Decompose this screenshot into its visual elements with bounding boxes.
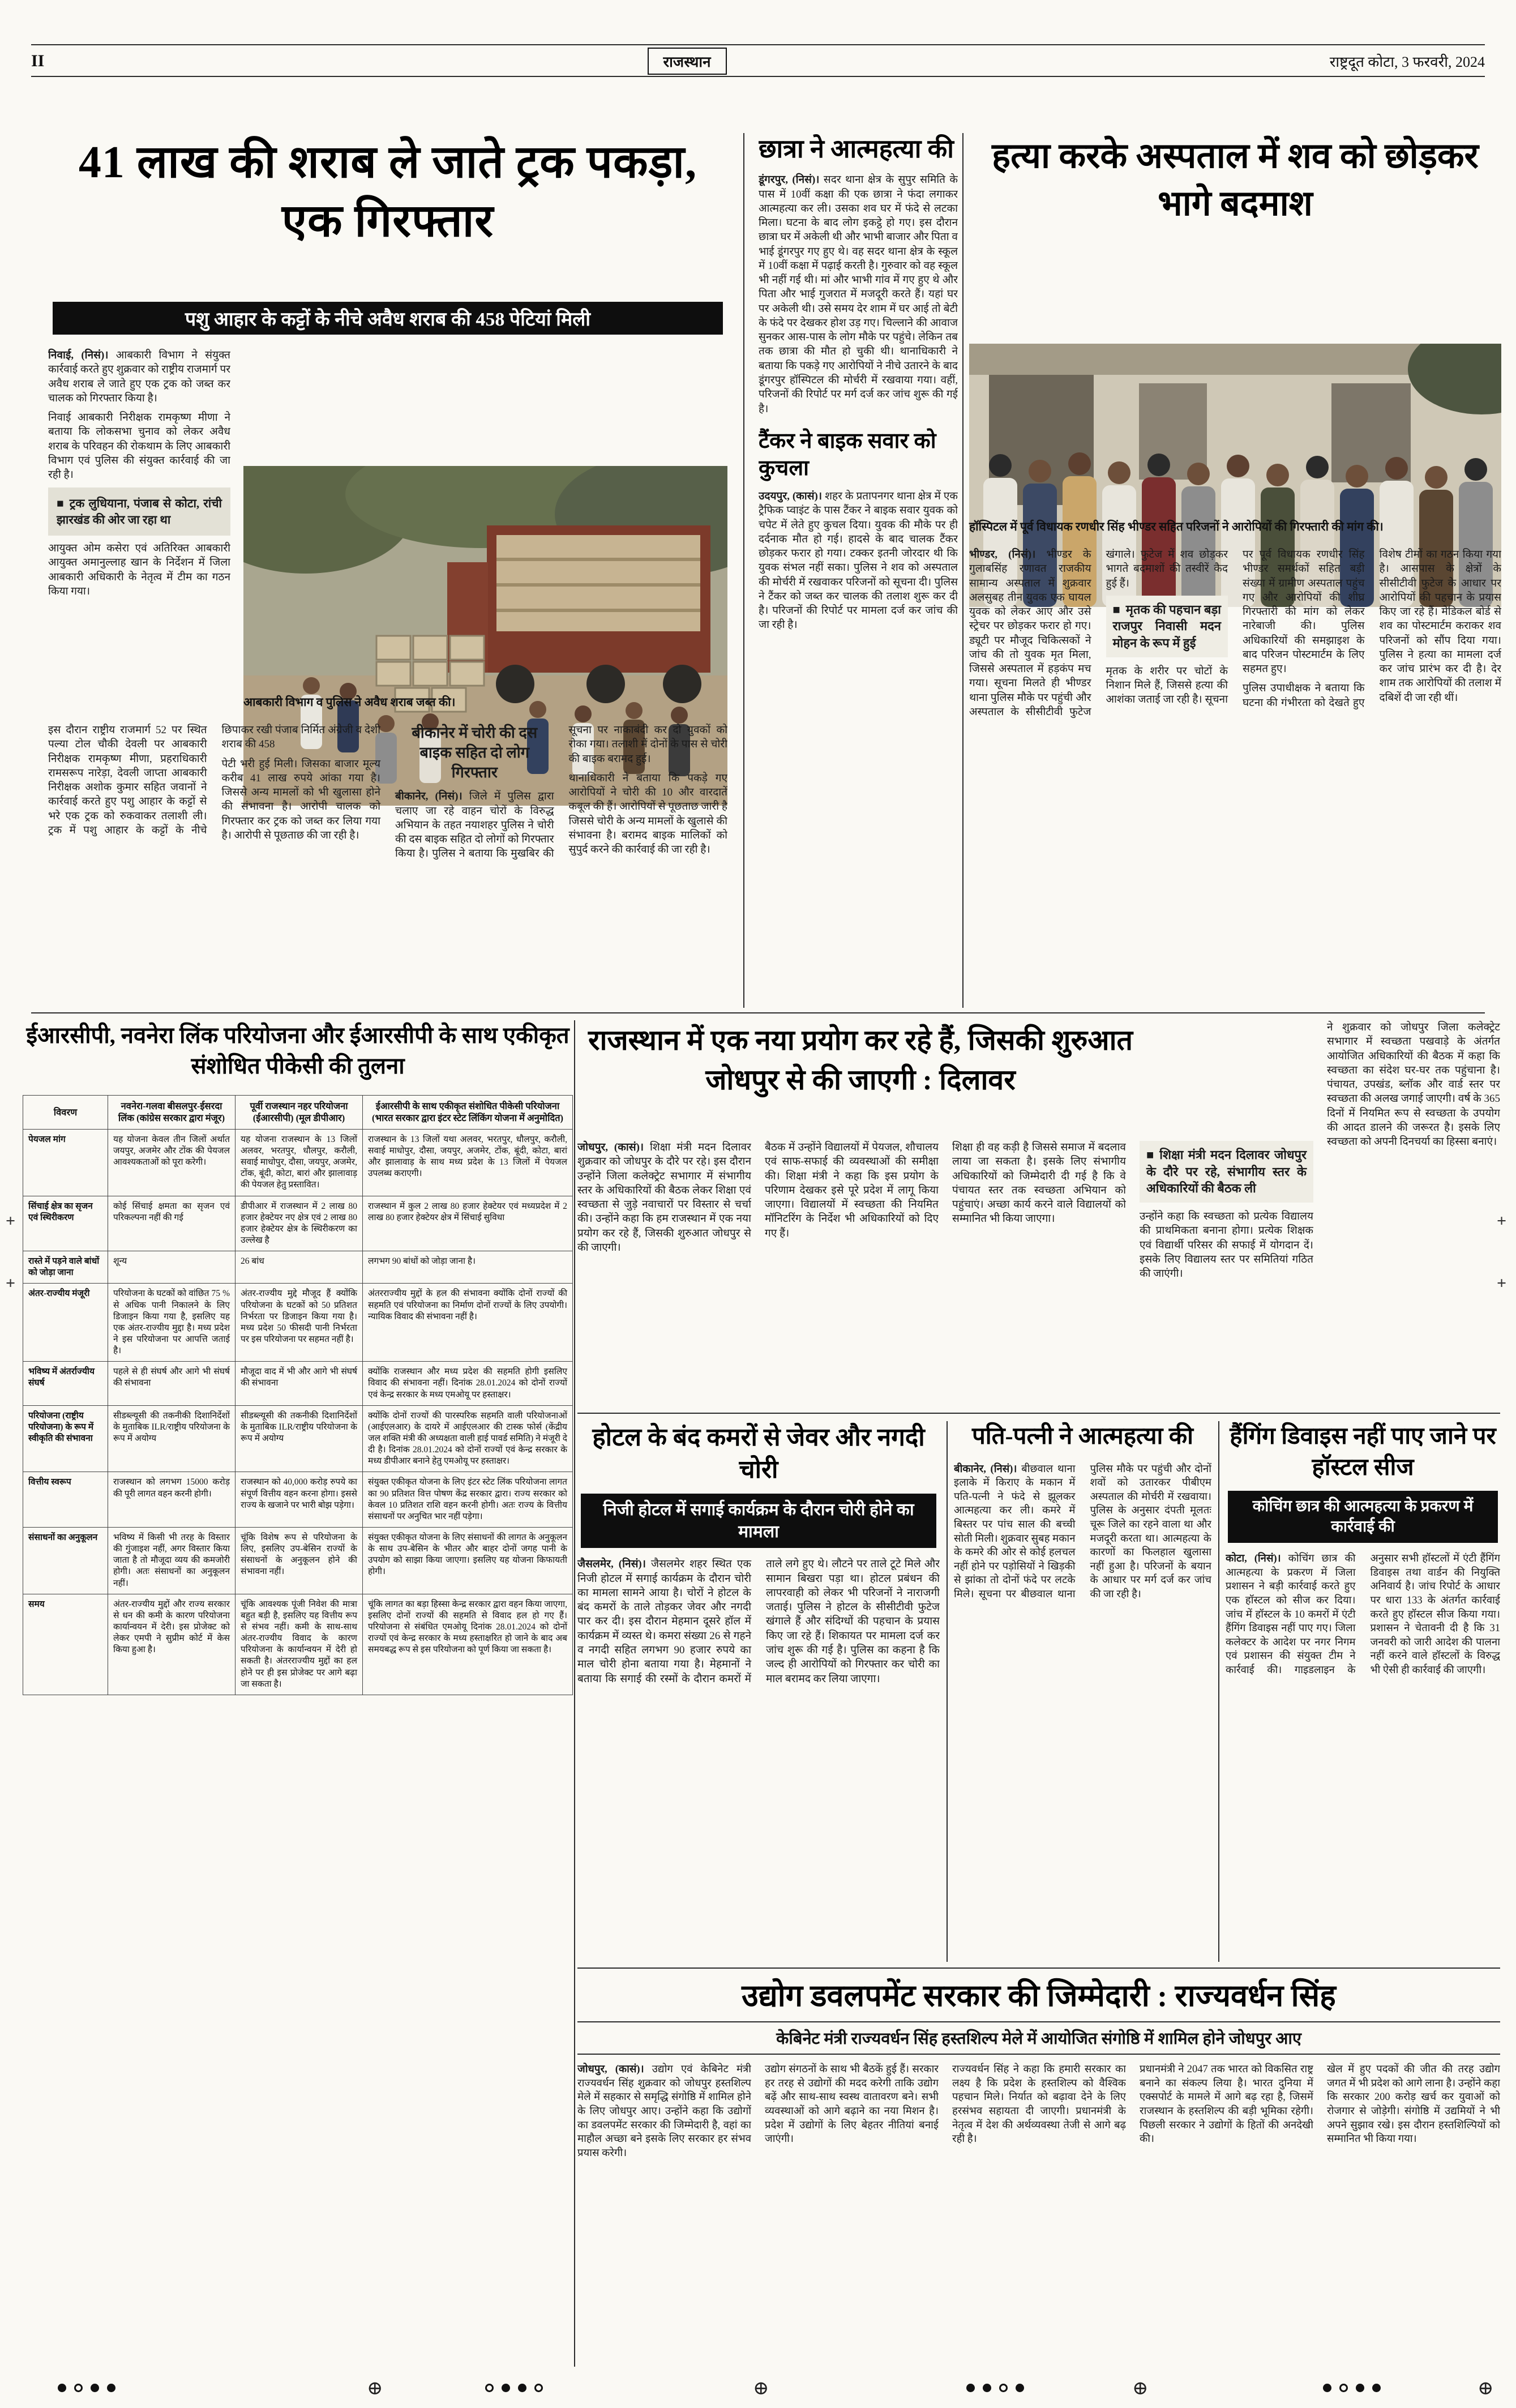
article-hospital [969,133,1501,1008]
liquor-deck: पशु आहार के कट्टों के नीचे अवैध शराब की 458 पेटियां मिली [53,302,723,335]
row-label: परियोजना (राष्ट्रीय परियोजना) के रूप में स्वीकृति की संभावना [23,1405,108,1472]
dateline: बीकानेर, (निसं)। [395,790,462,803]
footer-dot [966,2384,975,2392]
table-row [23,1196,573,1251]
article-dilawar [577,1020,1500,1408]
crop-mark-icon: + [1497,1212,1507,1230]
hostel-headline: हैंगिंग डिवाइस नहीं पाए जाने पर हॉस्टल सीज [1230,1423,1496,1481]
table-row [23,1251,573,1284]
footer-dot [1016,2384,1024,2392]
article-girl-suicide [759,133,958,1008]
hotel-deck: निजी होटल में सगाई कार्यक्रम के दौरान चोरी होने का मामला [581,1494,936,1548]
row-label: पेयजल मांग [23,1129,108,1196]
cell: राजस्थान को 40,000 करोड़ रुपये का संपूर्ण वित्तीय वहन करना होगा। इससे राज्य के खजाने पर भारी बोझ पड़ेगा। [235,1472,363,1528]
row-label: सिंचाई क्षेत्र का सृजन एवं स्थिरीकरण [23,1196,108,1251]
column-header: पूर्वी राजस्थान नहर परियोजना (ईआरसीपी) (मूल डीपीआर) [235,1096,363,1130]
footer-dot [518,2384,526,2392]
edition-dateline: राष्ट्रदूत कोटा, 3 फरवरी, 2024 [1329,54,1485,70]
row-label: संसाधनों का अनुकूलन [23,1527,108,1594]
cell: संयुक्त एकीकृत योजना के लिए इंटर स्टेट लिंक परियोजना लागत का 90 प्रतिशत वित्त पोषण केंद्र सरकार द्वारा। राज्य सरकार को केवल 10 प्रतिशत राशि वहन करनी होगी। अतः राज्य के वित्तीय संसाधनों पर अनुचित भार नहीं पड़ेगा। [363,1472,573,1528]
column-rule [1218,1421,1219,1962]
industry-headline: उद्योग डवलपमेंट सरकार की जिम्मेदारी : राज्यवर्धन सिंह [742,1979,1336,2013]
column-rule [962,133,963,1008]
footer-dot-cluster [1319,2383,1385,2393]
comparison-table [23,1095,573,1695]
footer-dot [1339,2384,1348,2392]
table-row [23,1472,573,1528]
article-industry [577,1976,1500,2367]
masthead-page-number: II [31,52,45,70]
row-label: समय [23,1594,108,1695]
cell: संयुक्त एकीकृत योजना के लिए संसाधनों की लागत के अनुकूलन के साथ उप-बेसिन के भीतर और बाहर दोनों जगह पानी के उपयोग को साझा किया जाएगा। इसलिए यह योजना किफायती होगी। [363,1527,573,1594]
crop-mark-icon: + [6,1212,16,1230]
cell: शून्य [108,1251,235,1284]
article-liquor-truck [48,133,727,1008]
highlight-box [48,487,230,536]
hostel-body-columns [1226,1552,1500,1943]
column-rule [743,133,744,1008]
row-label: वित्तीय स्वरूप [23,1472,108,1528]
industry-deck: केबिनेट मंत्री राज्यवर्धन सिंह हस्तशिल्प मेले में आयोजित संगोष्ठि में शामिल होने जोधपुर आए [577,2021,1500,2055]
cell: भविष्य में किसी भी तरह के विस्तार की गुंजाइश नहीं, अगर विस्तार किया जाता है तो मौजूदा व्यय की कमजोरी होगी। अतः संसाधनों का अनुकूलन नहीं। [108,1527,235,1594]
hotel-body-columns [577,1557,940,1953]
footer-dot [58,2384,66,2392]
girl-suicide-body [759,173,958,416]
body-paragraph: उद्योग एवं केबिनेट मंत्री राज्यवर्धन सिंह शुक्रवार को जोधपुर हस्तशिल्प मेले में सहकार से समृद्धि संगोष्ठि में शामिल होने के लिए जोधपुर आए। उन्होंने कहा कि उद्योगों का डवलपमेंट सरकार की जिम्मेदारी है, वहां का माहौल अच्छा बने इसके लिए सरकार हर संभव प्रयास करेगी। [577,2064,751,2159]
section-rule [577,1413,1500,1414]
table-row [23,1362,573,1405]
footer-dot-cluster [481,2383,547,2393]
masthead [31,49,1485,74]
masthead-bottom-rule [31,76,1485,77]
body-paragraph: निवाई आबकारी निरीक्षक रामकृष्ण मीणा ने बताया कि लोकसभा चुनाव को लेकर अवैध शराब के परिवहन की रोकथाम के लिए आबकारी विभाग एवं पुलिस की संयुक्त कार्रवाई की जा रही है। [48,412,230,481]
dilawar-col-2 [952,1140,1126,1406]
dateline: बीकानेर, (निसं)। [954,1463,1017,1475]
industry-col-0 [577,2063,751,2357]
cell: अंतर-राज्यीय मुद्दों और राज्य सरकार से धन की कमी के कारण परियोजना कार्यान्वयन में देरी। इस प्रोजेक्ट को लेकर एमपी ने सुप्रीम कोर्ट में केस किया हुआ है। [108,1594,235,1695]
tanker-body [759,489,958,632]
victim-identity-box [1106,596,1228,657]
dilawar-col-1 [765,1140,939,1406]
footer-dot [1372,2384,1381,2392]
registration-mark-icon: ⊕ [367,2378,383,2399]
footer-dot [983,2384,991,2392]
footer-dot [74,2384,83,2392]
hospital-body-columns [969,548,1501,1008]
dilawar-col-3 [1140,1136,1313,1408]
table-row [23,1284,573,1362]
liquor-lead-column [48,348,230,688]
column-header: विवरण [23,1096,108,1130]
lead-text: आबकारी विभाग ने संयुक्त कार्रवाई करते हुए शुक्रवार को राष्ट्रीय राजमार्ग पर अवैध शराब ले जाते हुए एक ट्रक को जब्त कर चालक को गिरफ्तार किया है। [48,349,230,404]
body-paragraph: इस दौरान राष्ट्रीय राजमार्ग 52 पर स्थित पल्या टोल चौकी देवली पर आबकारी निरीक्षक रामकृष्ण मीणा, प्रहराधिकारी रामसरूप नारेड़ा, देवली जाप्ता आबकारी निरीक्षक अशोक कुमार सहित जवानों ने कार्रवाई करते हुए पशु आहार के कट्टों से भरे एक ट्रक को रुकवाकर तलाशी ली। ट्रक में पशु आहार के कट्टों के नीचे छिपाकर रखी पंजाब निर्मित अंग्रेजी व देशी शराब की 458 [48,724,380,836]
registration-mark-icon: ⊕ [1132,2378,1149,2399]
dateline: भीण्डर, (निसं)। [969,549,1036,561]
article-comparison [23,1020,573,2367]
footer-dot [1323,2384,1331,2392]
footer-dot-cluster [962,2383,1028,2393]
square-bullet-icon: ■ [1146,1148,1154,1162]
comparison-headline: ईआरसीपी, नवनेरा लिंक परियोजना और ईआरसीपी के साथ एकीकृत संशोधित पीकेसी की तुलना [26,1023,569,1079]
body-paragraph: मृतक के शरीर पर चोटों के निशान मिले हैं, जिससे हत्या की आशंका जताई जा रही है। सूचना पर पूर्व विधायक रणधीर सिंह भीण्डर समर्थकों सहित बड़ी संख्या में ग्रामीण अस्पताल पहुंच गए और आरोपियों की शीघ्र गिरफ्तारी की मांग को लेकर नारेबाजी की। पुलिस अधिकारियों की समझाइश के बाद परिजन पोस्टमार्टम के लिए सहमत हुए। [1106,549,1365,706]
footer-marks [0,2377,1516,2404]
cell: पहले से ही संघर्ष और आगे भी संघर्ष की संभावना [108,1362,235,1405]
liquor-body-columns [48,723,727,1008]
body-paragraph: जैसलमेर शहर स्थित एक निजी होटल में सगाई कार्यक्रम के दौरान चोरी का मामला सामने आया है। चोरों ने होटल के बंद कमरों के ताले तोड़कर जेवर और नगदी पार कर दी। इस दौरान मेहमान दूसरे हॉल में कार्यक्रम में व्यस्त थे। कमरा संख्या 26 से गहने व नगदी सहित लगभग 90 हजार रुपये का माल चोरी होना बताया गया है। मेहमानों ने बताया कि सगाई की रस्मों के दौरान कमरों में ताले लगे हुए थे। लौटने पर ताले टूटे मिले और सामान बिखरा पड़ा था। होटल प्रबंधन की लापरवाही को लेकर भी परिजनों ने नाराजगी जताई। पुलिस ने होटल के सीसीटीवी फुटेज खंगाले हैं और संदिग्धों की पहचान के प्रयास किए जा रहे हैं। शिकायत पर मामला दर्ज कर जांच शुरू की गई है। पुलिस का कहना है कि जल्द ही आरोपियों को गिरफ्तार कर चोरी का माल बरामद कर लिया जाएगा। [577,1558,940,1685]
row-label: अंतर-राज्यीय मंजूरी [23,1284,108,1362]
body-paragraph: बीछवाल थाना इलाके में किराए के मकान में पति-पत्नी ने फंदे से झूलकर आत्महत्या कर ली। कमरे में बिस्तर पर पांच साल की बच्ची सोती मिली। शुक्रवार सुबह मकान के कमरे की ओर से कोई हलचल नहीं होने पर पड़ोसियों ने खिड़की से झांका तो दोनों फंदे पर लटके मिले। सूचना पर बीछवाल थाना पुलिस मौके पर पहुंची और दोनों शवों को उतारकर पीबीएम अस्पताल की मोर्चरी में रखवाया। पुलिस के अनुसार दंपती मूलतः चूरू जिले का रहने वाला था और मजदूरी करता था। आत्महत्या के कारणों का फिलहाल खुलासा नहीं हुआ है। परिजनों के बयान के आधार पर मर्ग दर्ज कर जांच की जा रही है। [954,1463,1211,1600]
bullet-text: मृतक की पहचान बड़ा राजपुर निवासी मदन मोहन के रूप में हुई [1112,602,1221,651]
footer-dot [107,2384,115,2392]
hospital-headline: हत्या करके अस्पताल में शव को छोड़कर भागे बदमाश [992,137,1479,223]
industry-col-1 [765,2063,939,2357]
hospital-photo-caption: हॉस्पिटल में पूर्व विधायक रणधीर सिंह भीण्डर सहित परिजनों ने आरोपियों की गिरफ्तारी की मांग की। [969,520,1384,533]
column-rule [574,1020,575,2367]
industry-col-2 [952,2063,1126,2357]
hostel-deck: कोचिंग छात्र की आत्महत्या के प्रकरण में कार्रवाई की [1228,1491,1498,1543]
section-rule [577,1968,1500,1969]
cell: राजस्थान के 13 जिलों यथा अलवर, भरतपुर, धौलपुर, करौली, सवाई माधोपुर, दौसा, जयपुर, अजमेर, टोंक, बूंदी, कोटा, बारां और झालावाड़ के साथ मध्य प्रदेश के 13 जिलों में पेयजल उपलब्ध कराएगी। [363,1129,573,1196]
table-row [23,1405,573,1472]
tanker-headline: टैंकर ने बाइक सवार को कुचला [759,429,936,481]
body-paragraph: उद्योग संगठनों के साथ भी बैठकें हुई हैं। सरकार हर तरह से उद्योगों की मदद करेगी ताकि उद्योग बढ़ें और साथ-साथ स्वस्थ वातावरण बने। सभी व्यवस्थाओं को आगे बढ़ाने का नया मिशन है। प्रदेश में उद्योगों के लिए बेहतर नीतियां बनाई जाएंगी। [765,2064,939,2145]
industry-col-4 [1327,2063,1500,2357]
girl-suicide-headline: छात्रा ने आत्महत्या की [759,135,954,163]
cell: 26 बांध [235,1251,363,1284]
info-box-text: शिक्षा मंत्री मदन दिलावर जोधपुर के दौरे पर रहे, संभागीय स्तर के अधिकारियों की बैठक ली [1146,1148,1307,1196]
body-paragraph: जिले में पुलिस द्वारा चलाए जा रहे वाहन चोरों के विरुद्ध अभियान के तहत नयाशहर पुलिस ने चोरी की दस बाइक सहित दो लोगों को गिरफ्तार किया है। पुलिस ने बताया कि मुखबिर की सूचना पर नाकाबंदी कर दो युवकों को रोका गया। तलाशी में दोनों के पास से चोरी की बाइक बरामद हुई। [395,724,727,860]
column-header: ईआरसीपी के साथ एकीकृत संशोधित पीकेसी परियोजना (भारत सरकार द्वारा इंटर स्टेट लिंकिंग योजना में अनुमोदित) [363,1096,573,1130]
dateline: जोधपुर, (कासं)। [577,2064,644,2076]
cell: चूंकि विशेष रूप से परियोजना के लिए, इसलिए उप-बेसिन राज्यों के संसाधनों के अनुकूलन होने की संभावना नहीं। [235,1527,363,1594]
square-bullet-icon: ■ [57,497,64,511]
liquor-headline: 41 लाख की शराब ले जाते ट्रक पकड़ा, एक गिरफ्तार [78,138,697,246]
dateline: कोटा, (निसं)। [1226,1553,1281,1565]
body-paragraph: थानाधिकारी ने बताया कि पकड़े गए आरोपियों ने चोरी की 10 और वारदातें कबूल की हैं। आरोपियों से पूछताछ जारी है जिससे चोरी के अन्य मामलों के खुलासे की संभावना है। बरामद बाइक मालिकों को सुपुर्द करने की कार्रवाई की जा रही है। [568,772,727,856]
footer-dot [485,2384,494,2392]
crop-mark-icon: + [1497,1274,1507,1293]
body-paragraph: बैठक में उन्होंने विद्यालयों में पेयजल, शौचालय एवं साफ-सफाई की व्यवस्थाओं की समीक्षा की। शिक्षा मंत्री ने कहा कि इस प्रयोग के परिणाम देखकर इसे पूरे प्रदेश में लागू किया जाएगा। विद्यालयों में स्वच्छता की नियमित मॉनिटरिंग के निर्देश भी अधिकारियों को दिए गए हैं। [765,1141,939,1239]
cell: राजस्थान में कुल 2 लाख 80 हजार हेक्टेयर एवं मध्यप्रदेश में 2 लाख 80 हजार हेक्टेयर क्षेत्र में सिंचाई सुविधा [363,1196,573,1251]
cell: मौजूदा वाद में भी और आगे भी संघर्ष की संभावना [235,1362,363,1405]
footer-dot [1356,2384,1364,2392]
row-label: रास्ते में पड़ने वाले बांधों को जोड़ा जाना [23,1251,108,1284]
body-paragraph: शिक्षा मंत्री मदन दिलावर शुक्रवार को जोधपुर के दौरे पर रहे। इस दौरान उन्होंने जिला कलेक्ट्रेट सभागार में संभागीय स्तर के अधिकारियों की बैठक लेकर शिक्षा एवं स्वच्छता से जुड़े नवाचारों पर विस्तार से चर्चा की। उन्होंने कहा कि हम राजस्थान में एक नया प्रयोग कर रहे हैं, जिसकी शुरुआत जोधपुर से की जाएगी। [577,1141,751,1254]
cell: अंतरराज्यीय मुद्दों के हल की संभावना क्योंकि दोनों राज्यों की सहमति एवं परियोजना का निर्माण दोनों राज्यों के लिए उपयोगी। न्यायिक विवाद की संभावना नहीं है। [363,1284,573,1362]
dateline: निवाई, (निसं)। [48,349,109,361]
body-paragraph: शिक्षा ही वह कड़ी है जिससे समाज में बदलाव लाया जा सकता है। इसके लिए संभागीय अधिकारियों को जिम्मेदारी दी गई है कि वे पंचायत स्तर तक स्वच्छता अभियान को पहुंचाएं। अच्छा कार्य करने वाले विद्यालयों को सम्मानित भी किया जाएगा। [952,1141,1126,1225]
industry-col-3 [1140,2063,1313,2357]
hotel-headline: होटल के बंद कमरों से जेवर और नगदी चोरी [592,1423,925,1484]
registration-mark-icon: ⊕ [753,2378,769,2399]
cell: राजस्थान को लगभग 15000 करोड़ की पूरी लागत वहन करनी होगी। [108,1472,235,1528]
table-row [23,1129,573,1196]
footer-dot [91,2384,99,2392]
body-paragraph: खेल में हुए पदकों की जीत की तरह उद्योग जगत में भी प्रदेश को आगे लाना है। उन्होंने कहा कि सरकार 200 करोड़ खर्च कर युवाओं को रोजगार से जोड़ेगी। संगोष्ठि में उद्यमियों ने भी अपने सुझाव रखे। इस दौरान हस्तशिल्पियों को सम्मानित भी किया गया। [1327,2064,1500,2145]
cell: क्योंकि दोनों राज्यों की पारस्परिक सहमति वाली परियोजनाओं (आईएलआर) के दायरे में आईएलआर की टास्क फोर्स (केंद्रीय जल शक्ति मंत्री की अध्यक्षता वाली हाई पावर्ड समिति) ने मंजूरी दे दी है। दिनांक 28.01.2024 को दोनों राज्यों एवं केन्द्र सरकार के मध्य डीपीआर बनाने हेतु एमओयू पर हस्ताक्षर। [363,1405,573,1472]
dilawar-headline: राजस्थान में एक नया प्रयोग कर रहे हैं, जिसकी शुरुआत जोधपुर से की जाएगी : दिलावर [588,1024,1133,1096]
cell: क्योंकि राजस्थान और मध्य प्रदेश की सहमति होगी इसलिए विवाद की संभावना नहीं। दिनांक 28.01.2024 को दोनों राज्यों एवं केन्द्र सरकार के मध्य एमओयू पर हस्ताक्षर। [363,1362,573,1405]
square-bullet-icon: ■ [1112,602,1120,617]
body-paragraph: सदर थाना क्षेत्र के सुपुर समिति के पास में 10वीं कक्षा की एक छात्रा ने फंदा लगाकर आत्महत्या कर ली। उसका शव घर में फंदे से लटका मिला। घटना के बाद लोग इकट्ठे हो गए। इस दौरान छात्रा घर में अकेली थी और भाभी बाजार और पिता व भाई डूंगरपुर गए हुए थे। वह सदर थाना क्षेत्र के स्कूल में 10वीं कक्षा में पढ़ाई करती है। गुरुवार को वह स्कूल भी नहीं गई थी। मां और भाभी गांव में गए हुए थे और पिता और भाई गुजरात में मजदूरी करते हैं। यहां घर पर अकेली थी। उसे समय देर शाम में घर आई तो बेटी के फंदे पर देखकर होश उड़ गए। चिल्लाने की आवाज सुनकर आस-पास के लोग मौके पर पहुंचे। लेकिन तब तक छात्रा की मौत हो चुकी थी। थानाधिकारी ने बताया कि पकड़े गए आरोपियों ने नीचे उतारने के बाद डूंगरपुर हॉस्पिटल की मोर्चरी में रखवाया गया। वहीं, परिजनों की रिपोर्ट पर मर्ग दर्ज कर जांच शुरू की गई है। [759,174,958,415]
crop-mark-icon: + [6,1274,16,1293]
cell: यह योजना राजस्थान के 13 जिलों अलवर, भरतपुर, धौलपुर, करौली, सवाई माधोपुर, दौसा, जयपुर, अजमेर, टोंक, बूंदी, कोटा, बारां और झालावाड़ की पेयजल हेतु प्रस्तावित। [235,1129,363,1196]
cell: चूंकि आवश्यक पूंजी निवेश की मात्रा बहुत बड़ी है, इसलिए यह वित्तीय रूप से संभव नहीं। कमी के साथ-साथ अंतर-राज्यीय विवाद के कारण परियोजना के कार्यान्वयन में देरी हो सकती है। अंतरराज्यीय मुद्दों का हल होने पर ही इस प्रोजेक्ट पर आगे बढ़ा जा सकता है। [235,1594,363,1695]
dateline: जैसलमेर, (निसं)। [577,1558,646,1571]
body-paragraph: भीण्डर के गुलाबसिंह रणावत राजकीय सामान्य अस्पताल में शुक्रवार अलसुबह तीन युवक एक घायल युवक को लेकर आए और उसे स्ट्रेचर पर छोड़कर फरार हो गए। ड्यूटी पर मौजूद चिकित्सकों ने जांच की तो युवक मृत मिला, जिससे अस्पताल में हड़कंप मच गया। सूचना मिलते ही भीण्डर थाना पुलिस मौके पर पहुंची और अस्पताल के सीसीटीवी फुटेज खंगाले। फुटेज में शव छोड़कर भागते बदमाशों की तस्वीरें कैद हुई हैं। [969,549,1228,718]
cell: कोई सिंचाई क्षमता का सृजन एवं परिकल्पना नहीं की गई [108,1196,235,1251]
footer-dot [999,2384,1008,2392]
column-header: नवनेरा-गलवा बीसलपुर-ईसरदा लिंक (कांग्रेस सरकार द्वारा मंजूर) [108,1096,235,1130]
article-hostel-seize [1226,1421,1500,1962]
body-paragraph: कोचिंग छात्र की आत्महत्या के प्रकरण में जिला प्रशासन ने बड़ी कार्रवाई करते हुए एक हॉस्टल को सीज कर दिया। जांच में हॉस्टल के 10 कमरों में एंटी हैंगिंग डिवाइस नहीं पाए गए। जिला कलेक्टर के आदेश पर नगर निगम एवं प्रशासन की संयुक्त टीम ने कार्रवाई की। गाइडलाइन के अनुसार सभी हॉस्टलों में एंटी हैंगिंग डिवाइस तथा वार्डन की नियुक्ति अनिवार्य है। जांच रिपोर्ट के आधार पर धारा 133 के अंतर्गत कार्रवाई करते हुए हॉस्टल सीज किया गया। प्रशासन ने चेतावनी दी है कि 31 जनवरी को जारी आदेश की पालना नहीं करने वाले हॉस्टलों के विरुद्ध भी ऐसी ही कार्रवाई की जाएगी। [1226,1553,1500,1676]
dilawar-col-4 [1327,1020,1500,1408]
row-label: भविष्य में अंतर्राज्यीय संघर्ष [23,1362,108,1405]
body-paragraph: शहर के प्रतापनगर थाना क्षेत्र में एक ट्रैफिक प्वाइंट के पास टैंकर ने बाइक सवार युवक को चपेट में लेते हुए कुचल दिया। युवक की मौके पर ही दर्दनाक मौत हो गई। हादसे के बाद चालक टैंकर छोड़कर फरार हो गया। टक्कर इतनी जोरदार थी कि युवक संभल नहीं सका। पुलिस ने शव को अस्पताल की मोर्चरी में रखवाकर परिजनों को सूचना दी। पुलिस ने टैंकर को जब्त कर चालक की तलाश शुरू कर दी है। परिजनों की रिपोर्ट पर मामला दर्ज कर जांच की जा रही है। [759,490,958,631]
cell: परियोजना के घटकों को वांछित 75 % से अधिक पानी निकालने के लिए डिजाइन किया गया है, इसलिए यह एक अंतर-राज्यीय मुद्दा है। मध्य प्रदेश ने इस परियोजना पर आपत्ति जताई है। [108,1284,235,1362]
masthead-top-rule [31,44,1485,45]
table-row [23,1527,573,1594]
dilawar-col-0 [577,1140,751,1406]
dateline: जोधपुर, (कासं)। [577,1141,644,1153]
registration-mark-icon: ⊕ [1478,2378,1494,2399]
body-paragraph: उन्होंने कहा कि स्वच्छता को प्रत्येक विद्यालय की प्राथमिकता बनाना होगा। प्रत्येक शिक्षक एवं विद्यार्थी परिसर की सफाई में योगदान दें। इसके लिए विद्यालय स्तर पर समितियां गठित की जाएंगी। [1140,1211,1313,1280]
cell: सीडब्ल्यूसी की तकनीकी दिशानिर्देशों के मुताबिक ILR/राष्ट्रीय परियोजना के रूप में अयोग्य [235,1405,363,1472]
cell: यह योजना केवल तीन जिलों अर्थात जयपुर, अजमेर और टोंक की पेयजल आवश्यकताओं को पूरा करेगी। [108,1129,235,1196]
column-rule [947,1421,948,1962]
cell: लगभग 90 बांधों को जोड़ा जाना है। [363,1251,573,1284]
article-hotel-theft [577,1421,940,1962]
cell: चूंकि लागत का बड़ा हिस्सा केन्द्र सरकार द्वारा वहन किया जाएगा, इसलिए दोनों राज्यों की सहमति से विवाद हल हो गए हैं। परियोजना से संबंधित एमओयू दिनांक 28.01.2024 को दोनों राज्यों एवं केन्द्र सरकार के मध्य हस्ताक्षरित हो जाने के बाद अब समयबद्ध रूप से इस परियोजना को पूर्ण किया जा सकता है। [363,1594,573,1695]
cell: सीडब्ल्यूसी की तकनीकी दिशानिर्देशों के मुताबिक ILR/राष्ट्रीय परियोजना के रूप में अयोग्य [108,1405,235,1472]
bikaner-sub-headline: बीकानेर में चोरी की दस बाइक सहित दो लोग गिरफ्तार [412,724,538,781]
liquor-photo-caption: आबकारी विभाग व पुलिस ने अवैध शराब जब्त की। [243,695,456,709]
section-label: राजस्थान [648,48,727,75]
body-paragraph: पेटी भरी हुई मिली। जिसका बाजार मूल्य करीब 41 लाख रुपये आंका गया है। जिससे अन्य मामलों को भी खुलासा होने की संभावना है। आरोपी चालक को गिरफ्तार कर ट्रक को जब्त कर लिया गया है। आरोपी से पूछताछ की जा रही है। [221,758,380,841]
dilawar-info-box [1140,1141,1313,1203]
footer-dot [534,2384,543,2392]
body-paragraph: प्रधानमंत्री ने 2047 तक भारत को विकसित राष्ट्र बनाने का संकल्प लिया है। भारत दुनिया में एक्सपोर्ट के मामले में आगे बढ़ रहा है, जिसमें राजस्थान के हस्तशिल्प की बड़ी भूमिका रहेगी। पिछली सरकार ने उद्योगों के हितों की अनदेखी की। [1140,2064,1313,2145]
dateline: उदयपुर, (कासं)। [759,490,823,503]
section-rule [31,1012,1485,1013]
couple-headline: पति-पत्नी ने आत्महत्या की [971,1423,1194,1449]
footer-dot [502,2384,510,2392]
body-paragraph: राज्यवर्धन सिंह ने कहा कि हमारी सरकार का लक्ष्य है कि प्रदेश के हस्तशिल्प को वैश्विक पहचान मिले। निर्यात को बढ़ावा देने के लिए हरसंभव सहायता दी जाएगी। प्रधानमंत्री के नेतृत्व में देश की अर्थव्यवस्था तेजी से आगे बढ़ रही है। [952,2064,1126,2145]
couple-body-columns [954,1462,1211,1921]
body-paragraph: पुलिस उपाधीक्षक ने बताया कि घटना की गंभीरता को देखते हुए विशेष टीमों का गठन किया गया है। आसपास के क्षेत्रों के सीसीटीवी फुटेज के आधार पर आरोपियों की पहचान के प्रयास किए जा रहे हैं। मेडिकल बोर्ड से शव का पोस्टमार्टम कराकर शव परिजनों को सौंप दिया गया। पुलिस ने हत्या का मामला दर्ज कर जांच प्रारंभ कर दी है। देर शाम तक आरोपियों की तलाश में दबिशें दी जा रही थीं। [1243,549,1501,709]
industry-body [577,2063,1500,2357]
cell: अंतर-राज्यीय मुद्दे मौजूद हैं क्योंकि परियोजना के घटकों को 50 प्रतिशत निर्भरता पर डिजाइन किया गया है। मध्य प्रदेश 50 फीसदी पानी निर्भरता पर इस परियोजना पर सहमत नहीं है। [235,1284,363,1362]
highlight-text: ट्रक लुधियाना, पंजाब से कोटा, रांची झारखंड की ओर जा रहा था [57,497,222,527]
dateline: डूंगरपुर, (निसं)। [759,174,820,186]
cell: डीपीआर में राजस्थान में 2 लाख 80 हजार हेक्टेयर नए क्षेत्र एवं 2 लाख 80 हजार हेक्टेयर क्षेत्र के स्थिरीकरण का उल्लेख है [235,1196,363,1251]
article-couple-suicide [954,1421,1211,1962]
table-row [23,1594,573,1695]
body-paragraph: ने शुक्रवार को जोधपुर जिला कलेक्ट्रेट सभागार में स्वच्छता पखवाड़े के अंतर्गत आयोजित अधिकारियों की बैठक में कहा कि स्वच्छता का संदेश घर-घर तक पहुंचाना है। पंचायत, उपखंड, ब्लॉक और वार्ड स्तर पर स्वच्छता की अलख जगाई जाएगी। वर्ष के 365 दिनों में नियमित रूप से स्वच्छता के उपयोग की आदत डालने की जरूरत है। इसके लिए स्वच्छता को अपनी दिनचर्या का हिस्सा बनाएं। [1327,1021,1500,1148]
footer-dot-cluster [54,2383,119,2393]
body-paragraph: आयुक्त ओम कसेरा एवं अतिरिक्त आबकारी आयुक्त अमानुल्लाह खान के निर्देशन में जिला आबकारी अधिकारी के नेतृत्व में टीम का गठन किया गया। [48,542,230,597]
comparison-header-row [23,1096,573,1130]
